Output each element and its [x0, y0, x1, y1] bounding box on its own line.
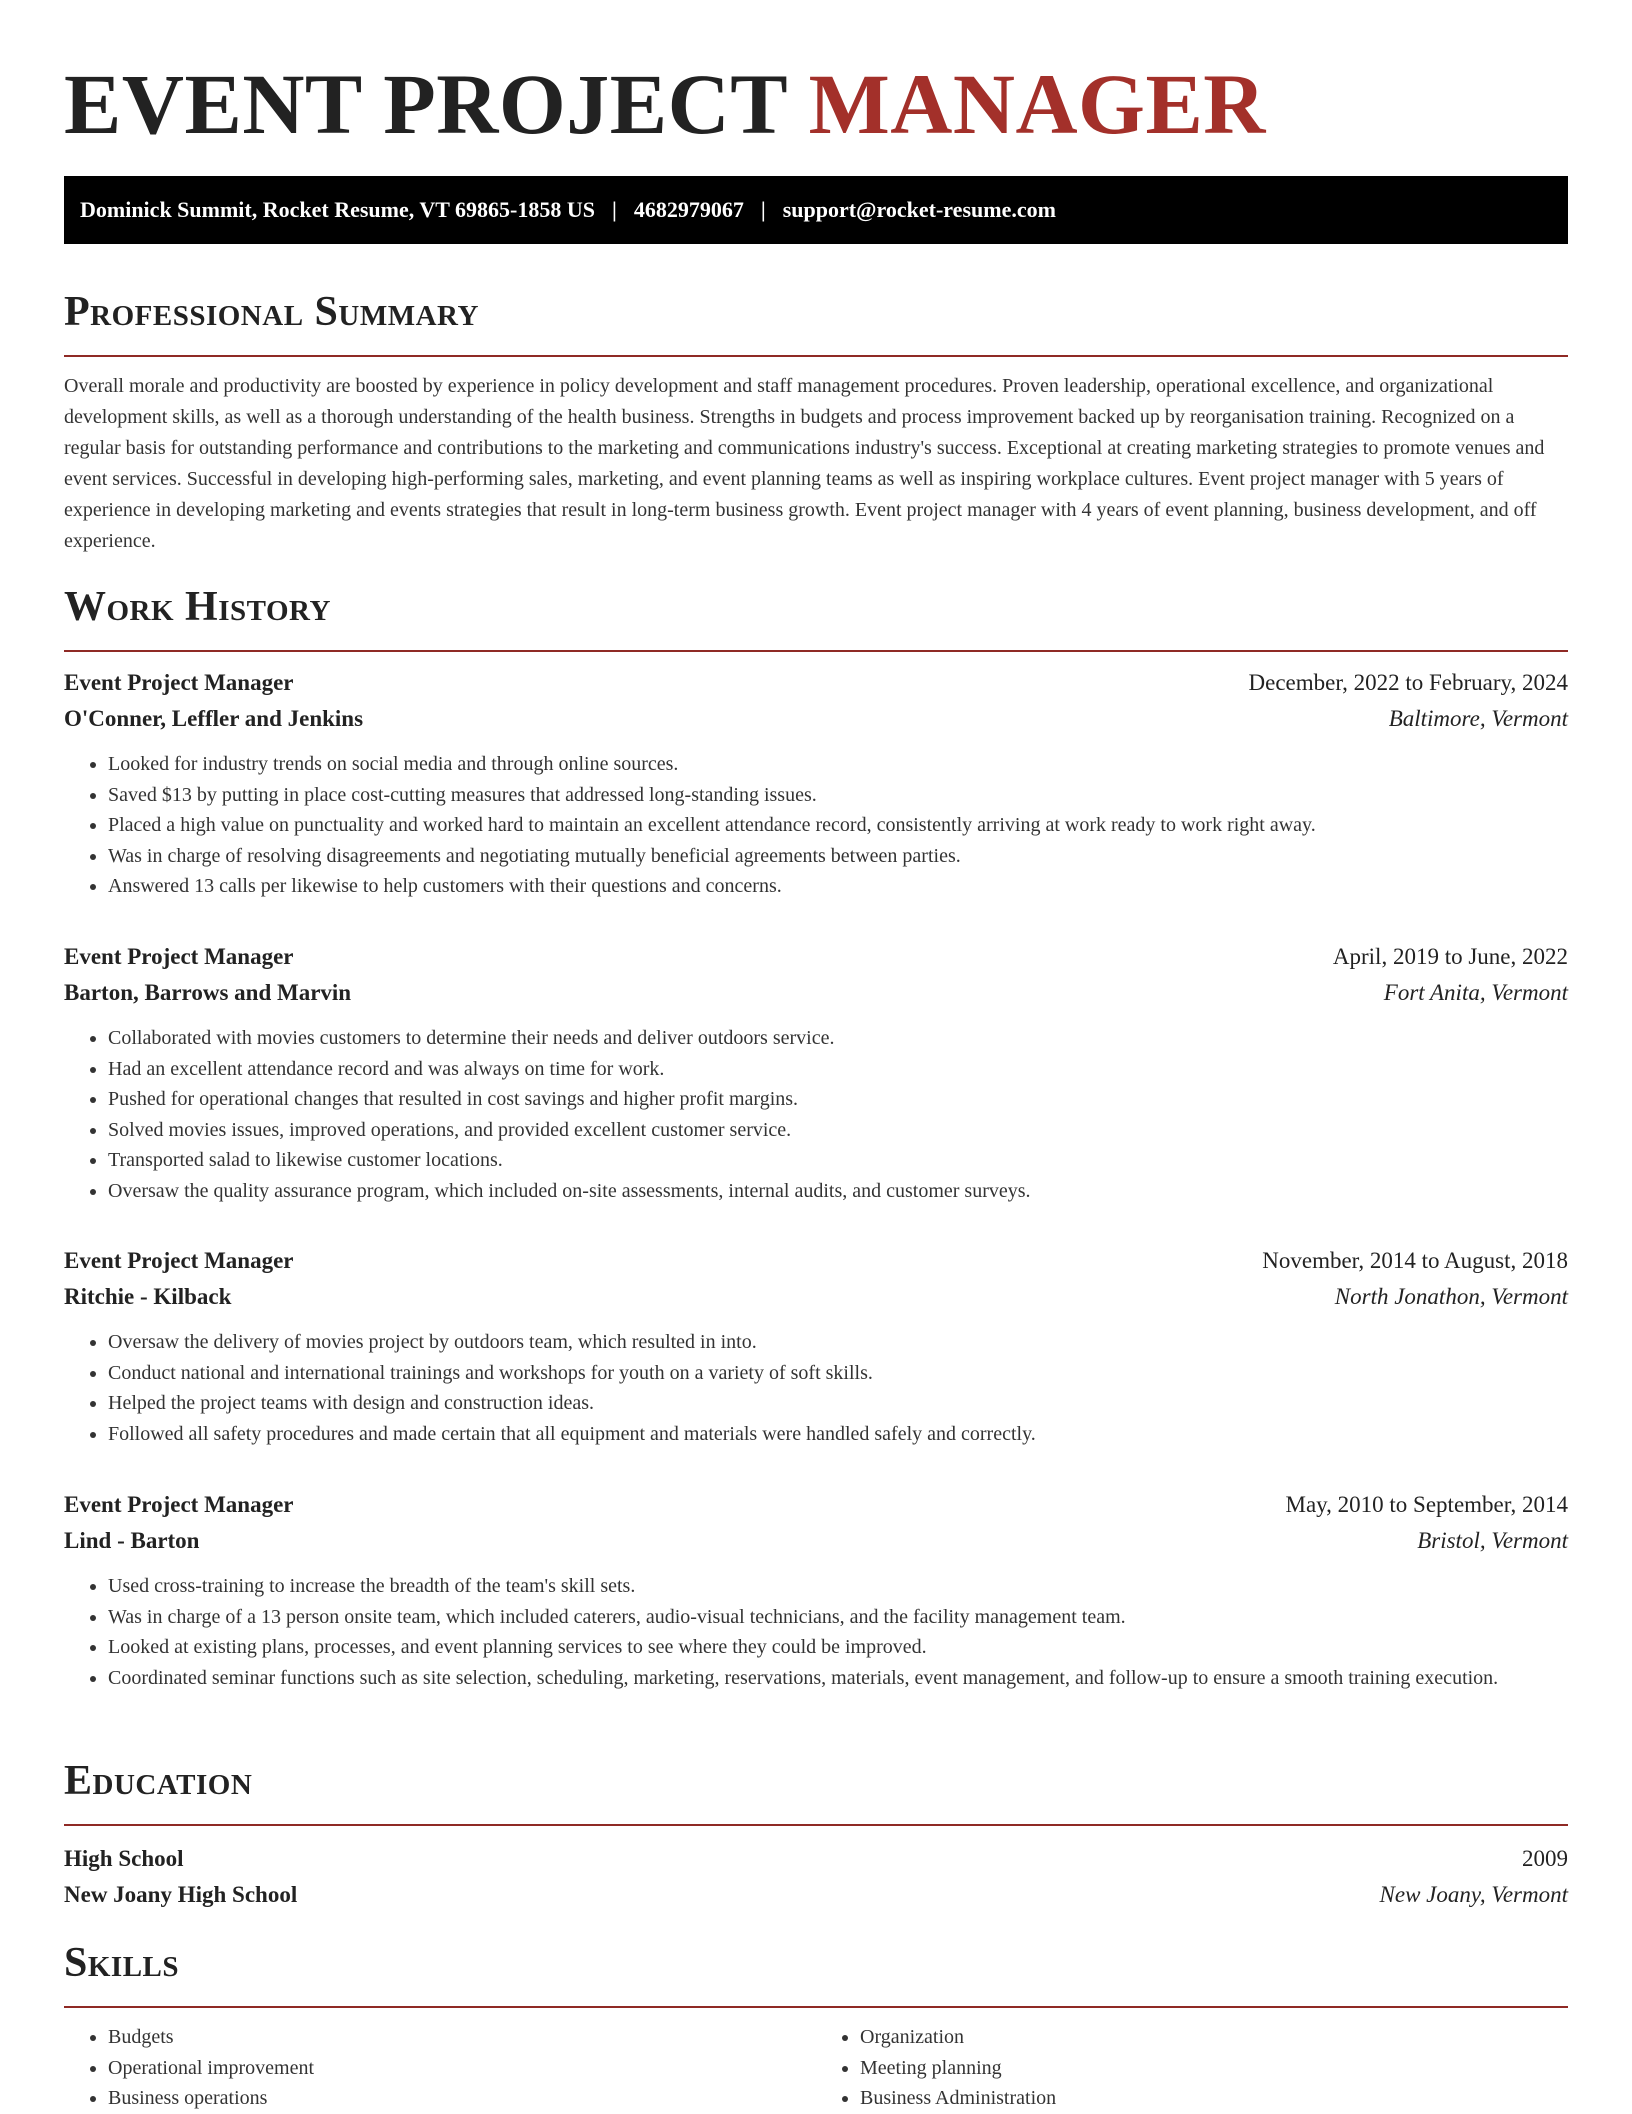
skill-item: • Business Administration	[860, 2083, 1568, 2114]
job-bullets	[64, 1327, 1568, 1449]
section-heading-summary: Professional Summary	[64, 289, 479, 335]
job-bullet: • Solved movies issues, improved operations, and provided excellent customer service.	[108, 1115, 1568, 1146]
job-bullet: • Answered 13 calls per likewise to help customers with their questions and concerns.	[108, 871, 1568, 902]
job-dates: December, 2022 to February, 2024	[1248, 670, 1568, 695]
job-bullet: • Looked for industry trends on social media and through online sources.	[108, 749, 1568, 780]
job-bullet: • Oversaw the quality assurance program, which included on-site assessments, internal audits, and customer surveys.	[108, 1176, 1568, 1207]
summary-text: Overall morale and productivity are boosted by experience in policy development and staff management procedures. Proven leadership, operational excellence, and organizational development skills, as well as a thorough understanding of the health business. Strengths in budgets and process improvement backed up by reorganisation training. Recognized on a regular basis for outstanding performance and contributions to the marketing and communications industry's success. Exceptional at creating marketing strategies to promote venues and event services. Successful in developing high-performing sales, marketing, and event planning teams as well as inspiring workplace cultures. Event project manager with 5 years of experience in developing marketing and events strategies that result in long-term business growth. Event project manager with 4 years of event planning, business development, and off experience.	[64, 375, 1545, 552]
job-company: Lind - Barton	[64, 1528, 200, 1553]
job-entry	[64, 665, 1568, 902]
title-accent: MANAGER	[808, 56, 1266, 152]
job-location: Fort Anita, Vermont	[1383, 980, 1568, 1005]
contact-address: Dominick Summit, Rocket Resume, VT 69865-1858 US	[80, 197, 595, 222]
skill-item: • Operational improvement	[108, 2053, 816, 2084]
skill-item: • Organization	[860, 2022, 1568, 2053]
skill-item: • Business operations	[108, 2083, 816, 2114]
job-title: Event Project Manager	[64, 944, 294, 969]
job-bullet: • Had an excellent attendance record and was always on time for work.	[108, 1054, 1568, 1085]
job-bullet: • Looked at existing plans, processes, and event planning services to see where they could be improved.	[108, 1632, 1568, 1663]
contact-bar	[64, 176, 1568, 244]
work-history-section	[64, 579, 1568, 652]
job-entry	[64, 939, 1568, 1206]
section-heading-work-history: Work History	[64, 584, 331, 630]
title-main: EVENT PROJECT	[64, 56, 787, 152]
job-company: Barton, Barrows and Marvin	[64, 980, 352, 1005]
contact-email: support@rocket-resume.com	[782, 197, 1056, 222]
education-section	[64, 1753, 1568, 1913]
job-bullet: • Followed all safety procedures and made certain that all equipment and materials were handled safely and correctly.	[108, 1419, 1568, 1450]
job-bullet: • Collaborated with movies customers to determine their needs and deliver outdoors service.	[108, 1023, 1568, 1054]
education-year: 2009	[1522, 1846, 1568, 1871]
job-location: Baltimore, Vermont	[1388, 706, 1568, 731]
contact-separator: |	[611, 197, 617, 222]
job-location: Bristol, Vermont	[1417, 1528, 1568, 1553]
job-bullets	[64, 749, 1568, 902]
skills-section	[64, 1935, 1568, 2114]
job-title: Event Project Manager	[64, 1492, 294, 1517]
job-entry	[64, 1487, 1568, 1693]
section-heading-skills: Skills	[64, 1940, 180, 1986]
skills-list-left	[64, 2022, 816, 2114]
job-bullet: • Saved $13 by putting in place cost-cutting measures that addressed long-standing issues.	[108, 780, 1568, 811]
contact-phone: 4682979067	[633, 197, 744, 222]
job-bullets	[64, 1571, 1568, 1693]
section-divider	[64, 650, 1568, 652]
skill-item: • Budgets	[108, 2022, 816, 2053]
job-title: Event Project Manager	[64, 1248, 294, 1273]
job-dates: May, 2010 to September, 2014	[1285, 1492, 1568, 1517]
skill-item: • Meeting planning	[860, 2053, 1568, 2084]
job-company: Ritchie - Kilback	[64, 1284, 232, 1309]
job-location: North Jonathon, Vermont	[1334, 1284, 1568, 1309]
job-bullet: • Used cross-training to increase the breadth of the team's skill sets.	[108, 1571, 1568, 1602]
education-degree: High School	[64, 1846, 184, 1871]
section-divider	[64, 2006, 1568, 2008]
contact-separator: |	[760, 197, 766, 222]
job-bullet: • Helped the project teams with design and construction ideas.	[108, 1388, 1568, 1419]
education-school: New Joany High School	[64, 1882, 298, 1907]
job-bullet: • Pushed for operational changes that resulted in cost savings and higher profit margins.	[108, 1084, 1568, 1115]
summary-section	[64, 284, 1568, 557]
job-bullet: • Placed a high value on punctuality and worked hard to maintain an excellent attendance record, consistently arriving at work ready to work right away.	[108, 810, 1568, 841]
job-bullets	[64, 1023, 1568, 1206]
section-divider	[64, 355, 1568, 357]
job-title: Event Project Manager	[64, 670, 294, 695]
job-bullet: • Coordinated seminar functions such as site selection, scheduling, marketing, reservations, materials, event management, and follow-up to ensure a smooth training execution.	[108, 1663, 1568, 1694]
job-dates: November, 2014 to August, 2018	[1262, 1248, 1568, 1273]
page-title	[64, 48, 1266, 160]
skills-list-right	[816, 2022, 1568, 2114]
job-bullet: • Was in charge of a 13 person onsite team, which included caterers, audio-visual technicians, and the facility management team.	[108, 1602, 1568, 1633]
job-bullet: • Was in charge of resolving disagreements and negotiating mutually beneficial agreements between parties.	[108, 841, 1568, 872]
job-dates: April, 2019 to June, 2022	[1332, 944, 1568, 969]
job-bullet: • Oversaw the delivery of movies project by outdoors team, which resulted in into.	[108, 1327, 1568, 1358]
section-heading-education: Education	[64, 1758, 253, 1804]
job-company: O'Conner, Leffler and Jenkins	[64, 706, 364, 731]
section-divider	[64, 1824, 1568, 1826]
job-entry	[64, 1243, 1568, 1449]
job-bullet: • Transported salad to likewise customer locations.	[108, 1145, 1568, 1176]
education-location: New Joany, Vermont	[1379, 1882, 1568, 1907]
job-bullet: • Conduct national and international trainings and workshops for youth on a variety of soft skills.	[108, 1358, 1568, 1389]
